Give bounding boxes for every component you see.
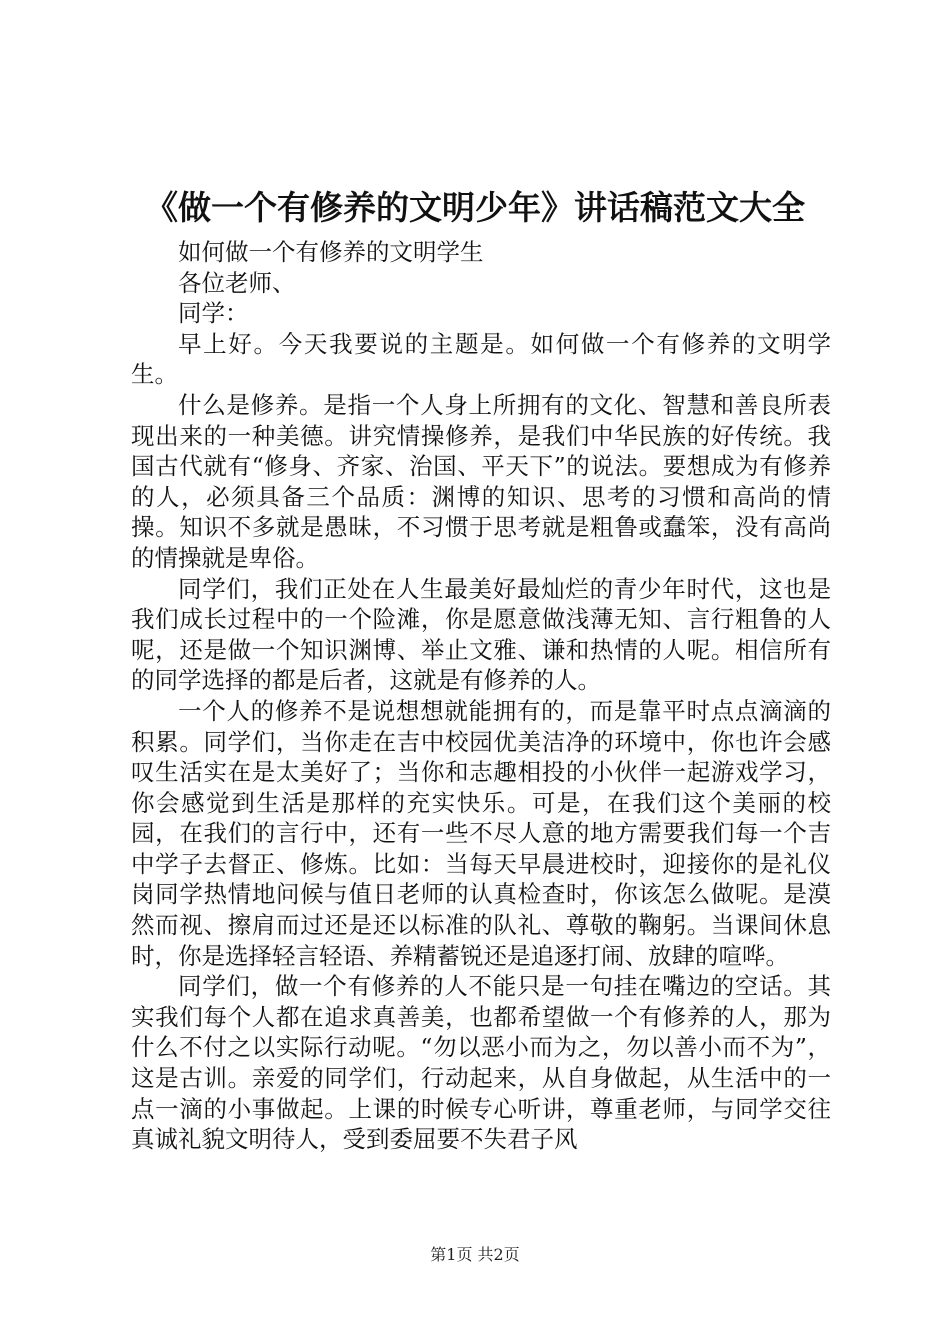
paragraph-greeting-teachers: 各位老师、 [178,268,296,297]
paragraph-greeting-students: 同学： [178,299,249,328]
paragraph-topic: 如何做一个有修养的文明学生 [178,238,484,266]
paragraph-youth: 同学们，我们正处在人生最美好最灿烂的青少年时代，这也是我们成长过程中的一个险滩，你是愿意做浅薄无知、言行粗鲁的人呢，还是做一个知识渊博、举止文雅、谦和热情的人呢。相信所有的同学选择的都是后者，这就是有修养的人。 [131,574,831,695]
page-footer: 第1页 共2页 [430,1245,520,1264]
paragraph-accumulation: 一个人的修养不是说想想就能拥有的，而是靠平时点点滴滴的积累。同学们，当你走在吉中校园优美洁净的环境中，你也许会感叹生活实在是太美好了；当你和志趣相投的小伙伴一起游戏学习，你会感觉到生活是那样的充实快乐。可是，在我们这个美丽的校园，在我们的言行中，还有一些不尽人意的地方需要我们每一个吉中学子去督正、修炼。比如：当每天早晨进校时，迎接你的是礼仪岗同学热情地问候与值日老师的认真检查时，你该怎么做呢。是漠然而视、擦肩而过还是还以标准的队礼、尊敬的鞠躬。当课间休息时，你是选择轻言轻语、养精蓄锐还是追逐打闹、放肆的喧哗。 [131,696,831,970]
document-title: 《做一个有修养的文明少年》讲话稿范文大全 [145,188,805,227]
document-body [131,237,831,1155]
paragraph-opening: 早上好。今天我要说的主题是。如何做一个有修养的文明学生。 [131,329,831,389]
paragraph-definition: 什么是修养。是指一个人身上所拥有的文化、智慧和善良所表现出来的一种美德。讲究情操修养，是我们中华民族的好传统。我国古代就有“修身、齐家、治国、平天下”的说法。要想成为有修养的人，必须具备三个品质：渊博的知识、思考的习惯和高尚的情操。知识不多就是愚昧，不习惯于思考就是粗鲁或蠢笨，没有高尚的情操就是卑俗。 [131,390,831,572]
paragraph-action: 同学们，做一个有修养的人不能只是一句挂在嘴边的空话。其实我们每个人都在追求真善美，也都希望做一个有修养的人，那为什么不付之以实际行动呢。“勿以恶小而为之，勿以善小而不为”，这是古训。亲爱的同学们，行动起来，从自身做起，从生活中的一点一滴的小事做起。上课的时候专心听讲，尊重老师，与同学交往真诚礼貌文明待人，受到委屈要不失君子风 [131,972,831,1154]
